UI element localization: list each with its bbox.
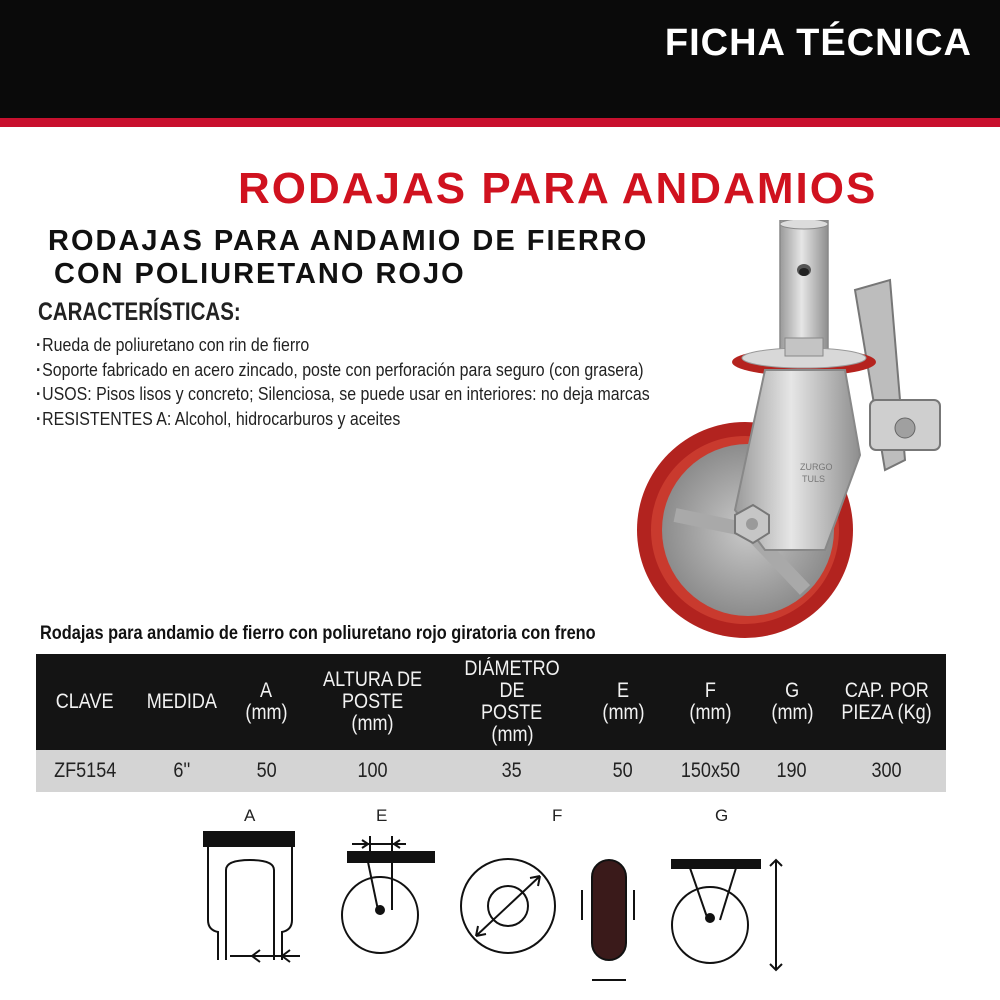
diagram-g-height-icon <box>672 860 782 970</box>
table-row <box>36 750 946 792</box>
cell-f: 150x50 <box>663 750 757 792</box>
cell-capacidad: 300 <box>827 750 946 792</box>
col-header-diametro-poste: DIÁMETRO DE POSTE (mm) <box>441 654 583 750</box>
table-header-row <box>36 654 946 750</box>
feature-item: · Soporte fabricado en acero zincado, poste con perforación para seguro (con grasera) <box>36 358 650 383</box>
col-header-g: G (mm) <box>757 654 827 750</box>
diagram-label-f: F <box>552 806 563 825</box>
feature-item: · USOS: Pisos lisos y concreto; Silenciosa, se puede usar en interiores: no deja marcas <box>36 382 650 407</box>
cell-altura-poste: 100 <box>304 750 441 792</box>
cell-clave: ZF5154 <box>36 750 134 792</box>
header-title: FICHA TÉCNICA <box>664 22 972 64</box>
product-subtitle <box>48 225 648 291</box>
diagram-f-width-icon <box>582 860 634 980</box>
col-header-medida: MEDIDA <box>134 654 229 750</box>
col-header-altura-poste: ALTURA DE POSTE (mm) <box>304 654 441 750</box>
diagram-label-g: G <box>715 806 729 825</box>
feature-item: · Rueda de poliuretano con rin de fierro <box>36 333 650 358</box>
cell-e: 50 <box>583 750 663 792</box>
subtitle-line-2: CON POLIURETANO ROJO <box>54 258 466 290</box>
cell-medida: 6'' <box>134 750 229 792</box>
brand-mark-text-1: ZURGO <box>800 462 833 472</box>
dimension-diagrams <box>180 820 800 990</box>
diagram-e-caster-icon <box>342 836 434 953</box>
brand-mark-text-2: TULS <box>802 474 826 484</box>
header-accent-line <box>0 118 1000 127</box>
cell-a: 50 <box>229 750 304 792</box>
spec-table <box>36 654 946 792</box>
diagram-label-e: E <box>376 806 388 825</box>
col-header-capacidad: CAP. POR PIEZA (Kg) <box>827 654 946 750</box>
table-caption: Rodajas para andamio de fierro con poliuretano rojo giratoria con freno <box>40 623 596 644</box>
col-header-e: E (mm) <box>583 654 663 750</box>
diagram-label-a: A <box>244 806 256 825</box>
features-heading: CARACTERÍSTICAS: <box>38 298 241 326</box>
diagram-f-diameter-icon <box>461 859 555 953</box>
main-title: RODAJAS PARA ANDAMIOS <box>238 164 878 213</box>
col-header-f: F (mm) <box>663 654 757 750</box>
diagram-a-fork-icon <box>204 832 300 962</box>
subtitle-line-1: RODAJAS PARA ANDAMIO DE FIERRO <box>48 225 649 257</box>
col-header-a: A (mm) <box>229 654 304 750</box>
cell-diametro-poste: 35 <box>441 750 583 792</box>
col-header-clave: CLAVE <box>36 654 134 750</box>
caster-wheel-image <box>635 220 965 640</box>
cell-g: 190 <box>757 750 827 792</box>
feature-item: · RESISTENTES A: Alcohol, hidrocarburos y aceites <box>36 407 650 432</box>
